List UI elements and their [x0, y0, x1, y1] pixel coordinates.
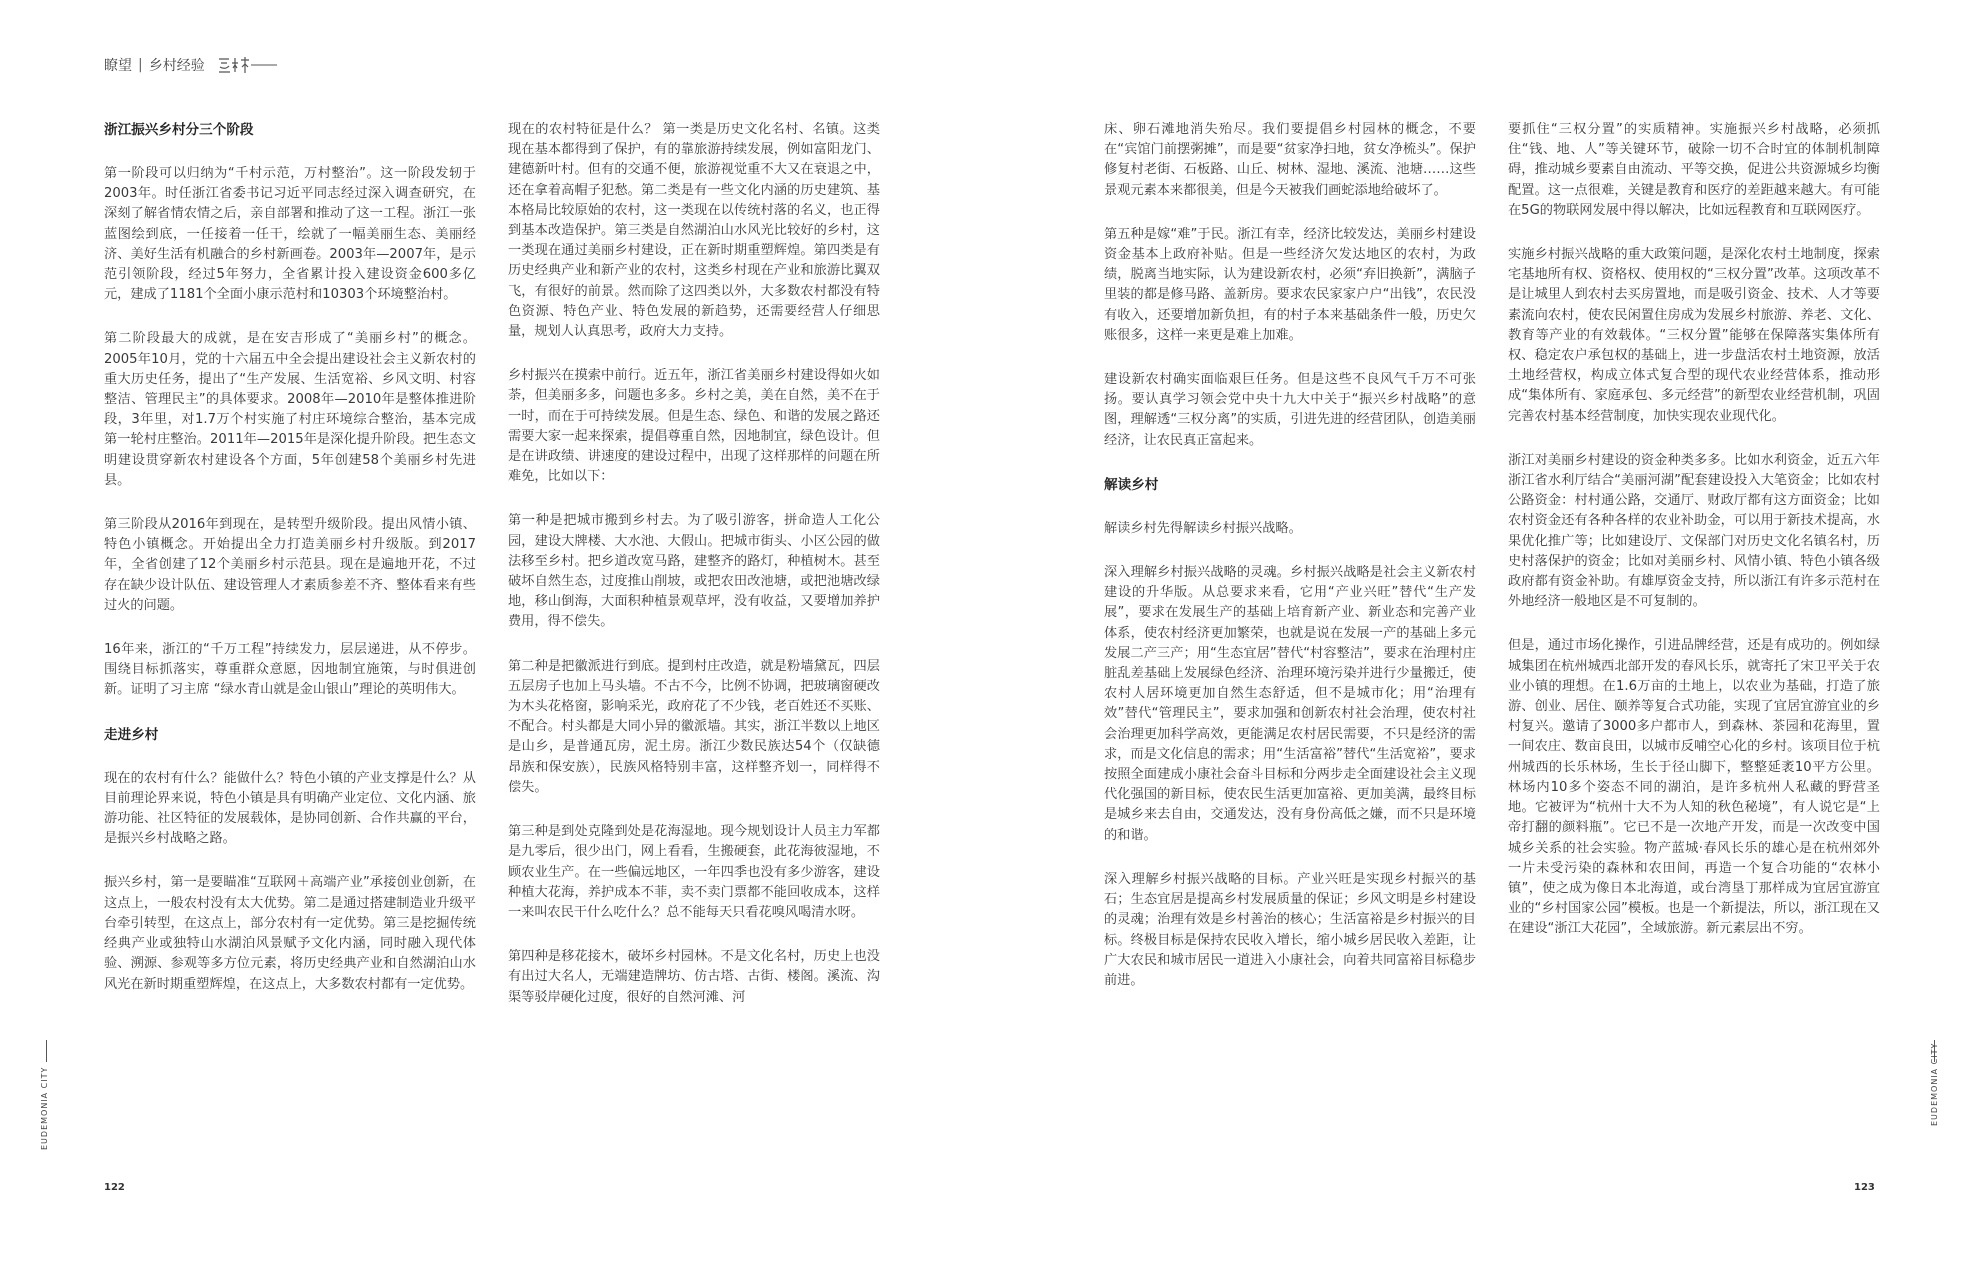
village-logo-icon	[217, 54, 279, 76]
paragraph: 第二阶段最大的成就，是在安吉形成了“美丽乡村”的概念。2005年10月，党的十六届五中全会提出建设社会主义新农村的重大历史任务，提出了“生产发展、生活宽裕、乡风文明、村容整洁、管理民主”的具体要求。2008年—2010年是整体推进阶段，3年里，对1.7万个村实施了村庄环境综合整治，基本完成第一轮村庄整治。2011年—2015年是深化提升阶段。把生态文明建设贯穿新农村建设各个方面，5年创建58个美丽乡村先进县。	[104, 331, 476, 488]
paragraph: 乡村振兴在摸索中前行。近五年，浙江省美丽乡村建设得如火如荼，但美丽多多，问题也多多。乡村之美，美在自然，美不在于一时，而在于可持续发展。但是生态、绿色、和谐的发展之路还需要大家一起来探索，提倡尊重自然，因地制宜，绿色设计。但是在讲政绩、讲速度的建设过程中，出现了这样那样的问题在所难免，比如以下：	[508, 368, 880, 485]
paragraph: 深入理解乡村振兴战略的灵魂。乡村振兴战略是社会主义新农村建设的升华版。从总要求来看，它用“产业兴旺”替代“生产发展”，要求在发展生产的基础上培育新产业、新业态和完善产业体系，使农村经济更加繁荣，也就是说在发展一产的基础上多元发展二产三产；用“生态宜居”替代“村容整洁”，要求在治理村庄脏乱差基础上发展绿色经济、治理环境污染并进行少量搬迁，使农村人居环境更加自然生态舒适，但不是城市化；用“治理有效”替代“管理民主”，要求加强和创新农村社会治理，使农村社会治理更加科学高效，更能满足农村居民需要，不只是经济的需求，而是文化信息的需求；用“生活富裕”替代“生活宽裕”，要求按照全面建成小康社会奋斗目标和分两步走全面建设社会主义现代化强国的新目标，使农民生活更加富裕、更加美满，最终目标是城乡来去自由，交通发达，没有身份高低之嫌，而不只是环境的和谐。	[1104, 565, 1476, 843]
paragraph: 但是，通过市场化操作，引进品牌经营，还是有成功的。例如绿城集团在杭州城西北部开发的春风长乐，就寄托了宋卫平关于农业小镇的理想。在1.6万亩的土地上，以农业为基础，打造了旅游、创业、居住、颐养等复合式功能，实现了宜居宜游宜业的乡村复兴。邀请了3000多户都市人，到森林、茶园和花海里，置一间农庄、数亩良田，以城市反哺空心化的乡村。该项目位于杭州城西的长乐林场，生长于径山脚下，整整延袤10平方公里。林场内10多个姿态不同的湖泊，是许多杭州人私藏的野营圣地。它被评为“杭州十大不为人知的秋色秘境”，有人说它是“上帝打翻的颜料瓶”。它已不是一次地产开发，而是一次改变中国城乡关系的社会实验。物产蓝城·春风长乐的雄心是在杭州郊外一片未受污染的森林和农田间，再造一个复合功能的“农林小镇”，使之成为像日本北海道，或台湾垦丁那样成为宜居宜游宜业的“乡村国家公园”模板。也是一个新提法，所以，浙江现在又在建设“浙江大花园”，全域旅游。新元素层出不穷。	[1508, 638, 1880, 937]
paragraph: 第三种是到处克隆到处是花海湿地。现今规划设计人员主力军都是九零后，很少出门，网上看看，生搬硬套，此花海彼湿地，不顾农业生产。在一些偏远地区，一年四季也没有多少游客，建设种植大花海，养护成本不菲，卖不卖门票都不能回收成本，这样一来叫农民干什么吃什么？总不能每天只看花嗅风喝清水呀。	[508, 824, 880, 920]
page-number-right: 123	[1854, 1182, 1875, 1193]
side-rule-left	[46, 1040, 47, 1062]
paragraph: 第三阶段从2016年到现在，是转型升级阶段。提出风情小镇、特色小镇概念。开始提出全力打造美丽乡村升级版。到2017年，全省创建了12个美丽乡村示范县。现在是遍地开花，不过存在缺少设计队伍、建设管理人才素质参差不齐、整体看来有些过火的问题。	[104, 517, 476, 613]
side-label-right: EUDEMONIA CITY	[1930, 1042, 1939, 1126]
paragraph: 要抓住“三权分置”的实质精神。实施振兴乡村战略，必须抓住“钱、地、人”等关键环节，破除一切不合时宜的体制机制障碍，推动城乡要素自由流动、平等交换，促进公共资源城乡均衡配置。这一点很难，关键是教育和医疗的差距越来越大。有可能在5G的物联网发展中得以解决，比如远程教育和互联网医疗。	[1508, 122, 1880, 218]
paragraph: 现在的农村有什么？能做什么？特色小镇的产业支撑是什么？从目前理论界来说，特色小镇是具有明确产业定位、文化内涵、旅游功能、社区特征的发展载体，是协同创新、合作共赢的平台，是振兴乡村战略之路。	[104, 770, 476, 847]
paragraph: 第四种是移花接木，破坏乡村园林。不是文化名村，历史上也没有出过大名人，无端建造牌坊、仿古塔、古街、楼阁。溪流、沟渠等驳岸硬化过度，很好的自然河滩、河	[508, 949, 880, 1005]
paragraph: 深入理解乡村振兴战略的目标。产业兴旺是实现乡村振兴的基石；生态宜居是提高乡村发展质量的保证；乡风文明是乡村建设的灵魂；治理有效是乡村善治的核心；生活富裕是乡村振兴的目标。终极目标是保持农民收入增长，缩小城乡居民收入差距，让广大农民和城市居民一道进入小康社会，向着共同富裕目标稳步前进。	[1104, 871, 1476, 988]
paragraph: 第一种是把城市搬到乡村去。为了吸引游客，拼命造人工化公园，建设大牌楼、大水池、大假山。把城市街头、小区公园的做法移至乡村。把乡道改宽马路，建整齐的路灯，种植树木。甚至破坏自然生态，过度推山削坡，或把农田改池塘，或把池塘改绿地，移山倒海，大面积种植景观草坪，没有收益，又要增加养护费用，得不偿失。	[508, 513, 880, 630]
header-separator: |	[138, 57, 143, 73]
side-label-left: EUDEMONIA CITY	[40, 1066, 49, 1150]
text-column-1	[104, 120, 476, 1019]
paragraph: 床、卵石滩地消失殆尽。我们要提倡乡村园林的概念，不要在“宾馆门前摆粥摊”，而是要“贫家净扫地，贫女净梳头”。保护修复村老街、石板路、山丘、树林、湿地、溪流、池塘……这些景观元素本来都很美，但是今天被我们画蛇添地给破坏了。	[1104, 122, 1476, 198]
paragraph: 实施乡村振兴战略的重大政策问题，是深化农村土地制度，探索宅基地所有权、资格权、使用权的“三权分置”改革。这项改革不是让城里人到农村去买房置地，而是吸引资金、技术、人才等要素流向农村，使农民闲置住房成为发展乡村旅游、养老、文化、教育等产业的有效载体。“三权分置”能够在保障落实集体所有权、稳定农户承包权的基础上，进一步盘活农村土地资源，放活土地经营权，构成立体式复合型的现代农业经营体系，推动形成“集体所有、家庭承包、多元经营”的新型农业经营机制，巩固完善农村基本经营制度，加快实现农业现代化。	[1508, 247, 1880, 424]
paragraph: 16年来，浙江的“千万工程”持续发力，层层递进，从不停步。围绕目标抓落实，尊重群众意愿，因地制宜施策，与时俱进创新。证明了习主席 “绿水青山就是金山银山”理论的英明伟大。	[104, 642, 476, 698]
paragraph: 第五种是嫁“难”于民。浙江有幸，经济比较发达，美丽乡村建设资金基本上政府补贴。但是一些经济欠发达地区的农村，为政绩，脱离当地实际，认为建设新农村，必须“弃旧换新”，满脑子里装的都是修马路、盖新房。要求农民家家户户“出钱”，农民没有收入，还要增加新负担，有的村子本来基础条件一般，历史欠账很多，这样一来更是难上加难。	[1104, 226, 1476, 343]
page-number-left: 122	[104, 1182, 125, 1193]
section-heading: 浙江振兴乡村分三个阶段	[104, 122, 254, 138]
paragraph: 解读乡村先得解读乡村振兴战略。	[1104, 520, 1302, 536]
paragraph: 振兴乡村，第一是要瞄准“互联网＋高端产业”承接创业创新，在这点上，一般农村没有太大优势。第二是通过搭建制造业升级平台牵引转型，在这点上，部分农村有一定优势。第三是挖掘传统经典产业或独特山水湖泊风景赋予文化内涵，同时融入现代体验、溯源、参观等多方位元素，将历史经典产业和自然湖泊山水风光在新时期重塑辉煌，在这点上，大多数农村都有一定优势。	[104, 875, 476, 992]
page-header	[104, 54, 279, 76]
section-heading: 解读乡村	[1104, 476, 1159, 493]
paragraph: 建设新农村确实面临艰巨任务。但是这些不良风气千万不可张扬。要认真学习领会党中央十九大中关于“振兴乡村战略”的意图，理解透“三权分离”的实质，引进先进的经营团队，创造美丽经济，让农民真正富起来。	[1104, 372, 1476, 448]
paragraph: 浙江对美丽乡村建设的资金种类多多。比如水利资金，近五六年浙江省水利厅结合“美丽河湖”配套建设投入大笔资金；比如农村公路资金：村村通公路，交通厅、财政厅都有这方面资金；比如农村资金还有各种各样的农业补助金，可以用于新技术提高，水果优化推广等；比如建设厅、文保部门对历史文化名镇名村，历史村落保护的资金；比如对美丽乡村、风情小镇、特色小镇各级政府都有资金补助。有雄厚资金支持，所以浙江有许多示范村在外地经济一般地区是不可复制的。	[1508, 452, 1880, 610]
magazine-name: 瞭望	[104, 58, 132, 74]
text-column-2	[508, 120, 880, 1032]
section-name: 乡村经验	[148, 58, 205, 74]
paragraph: 现在的农村特征是什么？ 第一类是历史文化名村、名镇。这类现在基本都得到了保护，有的靠旅游持续发展，例如富阳龙门、建德新叶村。但有的交通不便，旅游视觉重不大又在衰退之中，还在拿着高帽子犯愁。第二类是有一些文化内涵的历史建筑、基本格局比较原始的农村，这一类现在以传统村落的名义，也正得到基本改造保护。第三类是自然湖泊山水风光比较好的乡村，这一类现在通过美丽乡村建设，正在新时期重塑辉煌。第四类是有历史经典产业和新产业的农村，这类乡村现在产业和旅游比翼双飞，有很好的前景。然而除了这四类以外，大多数农村都没有特色资源、特色产业、特色发展的新趋势，还需要经营人仔细思量，规划人认真思考，政府大力支持。	[508, 122, 880, 340]
text-column-3	[1104, 120, 1476, 1015]
text-column-4	[1508, 120, 1880, 964]
paragraph: 第一阶段可以归纳为“千村示范，万村整治”。这一阶段发轫于2003年。时任浙江省委书记习近平同志经过深入调查研究，在深刻了解省情农情之后，亲自部署和推动了这一工程。浙江一张蓝图绘到底，一任接着一任干，绘就了一幅美丽生态、美丽经济、美好生活有机融合的乡村新画卷。2003年—2007年，是示范引领阶段，经过5年努力，全省累计投入建设资金600多亿元，建成了1181个全面小康示范村和10303个环境整治村。	[104, 166, 476, 303]
section-heading: 走进乡村	[104, 726, 159, 743]
paragraph: 第二种是把徽派进行到底。提到村庄改造，就是粉墙黛瓦，四层五层房子也加上马头墙。不古不今，比例不协调，把玻璃窗硬改为木头花格窗，影响采光，政府花了不少钱，老百姓还不买账、不配合。村头都是大同小异的徽派墙。其实，浙江半数以上地区是山乡，是普通瓦房，泥土房。浙江少数民族达54个（仅缺德昂族和保安族），民族风格特别丰富，这样整齐划一，同样得不偿失。	[508, 658, 880, 795]
